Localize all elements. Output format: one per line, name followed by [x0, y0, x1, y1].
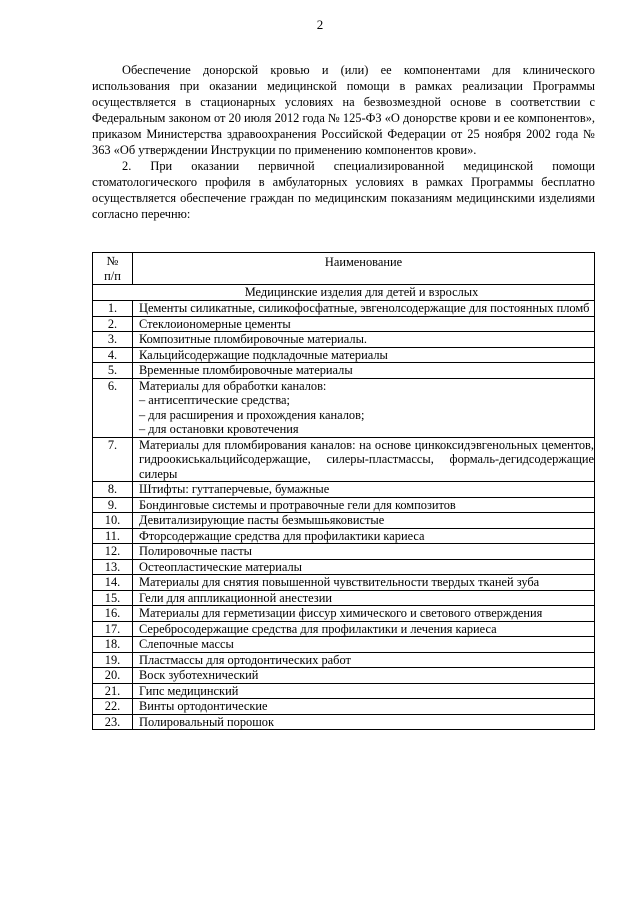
row-item-name: Временные пломбировочные материалы	[133, 363, 595, 379]
row-item-name: Фторсодержащие средства для профилактики кариеса	[133, 528, 595, 544]
row-item-name: Кальцийсодержащие подкладочные материалы	[133, 347, 595, 363]
row-item-name: Бондинговые системы и протравочные гели для композитов	[133, 497, 595, 513]
row-number: 14.	[93, 575, 133, 591]
row-number: 3.	[93, 332, 133, 348]
table-row	[93, 699, 595, 715]
row-item-name: Материалы для пломбирования каналов: на основе цинкоксидэвгенольных цементов, гидроокиськальцийсодержащие, силеры-пластмассы, формаль-дегидсодержащие силеры	[133, 437, 595, 482]
table-row	[93, 590, 595, 606]
row-number: 22.	[93, 699, 133, 715]
column-header-number: № п/п	[93, 253, 133, 285]
row-number: 12.	[93, 544, 133, 560]
table-row	[93, 652, 595, 668]
section-row	[93, 285, 595, 301]
row-number: 10.	[93, 513, 133, 529]
row-number: 16.	[93, 606, 133, 622]
row-item-name: Остеопластические материалы	[133, 559, 595, 575]
paragraph-dental-care: 2. При оказании первичной специализированной медицинской помощи стоматологического профиля в амбулаторных условиях в рамках Программы бесплатно осуществляется обеспечение граждан по медицинским показаниям медицинскими изделиями согласно перечню:	[92, 159, 595, 221]
table-row	[93, 683, 595, 699]
row-number: 2.	[93, 316, 133, 332]
table-row	[93, 300, 595, 316]
table-row	[93, 316, 595, 332]
table-body	[93, 285, 595, 730]
row-number: 23.	[93, 714, 133, 730]
row-item-name: Материалы для снятия повышенной чувствительности твердых тканей зуба	[133, 575, 595, 591]
table-row	[93, 332, 595, 348]
table-row	[93, 513, 595, 529]
row-item-name: Материалы для герметизации фиссур химического и светового отверждения	[133, 606, 595, 622]
row-number: 18.	[93, 637, 133, 653]
table-row	[93, 363, 595, 379]
body-text	[92, 62, 595, 222]
row-number: 8.	[93, 482, 133, 498]
table-row	[93, 714, 595, 730]
table-row	[93, 482, 595, 498]
page-number: 2	[316, 17, 324, 32]
row-number: 17.	[93, 621, 133, 637]
table-row	[93, 637, 595, 653]
row-item-name: Композитные пломбировочные материалы.	[133, 332, 595, 348]
row-item-name: Винты ортодонтические	[133, 699, 595, 715]
row-number: 13.	[93, 559, 133, 575]
section-title: Медицинские изделия для детей и взрослых	[93, 285, 595, 301]
row-number: 6.	[93, 378, 133, 437]
row-number: 15.	[93, 590, 133, 606]
row-item-name: Девитализирующие пасты безмышьяковистые	[133, 513, 595, 529]
row-number: 19.	[93, 652, 133, 668]
table-header-row	[93, 253, 595, 285]
row-item-name: Материалы для обработки каналов: – антисептические средства; – для расширения и прохождения каналов; – для остановки кровотечения	[133, 378, 595, 437]
row-item-name: Пластмассы для ортодонтических работ	[133, 652, 595, 668]
row-number: 11.	[93, 528, 133, 544]
row-item-name: Полировальный порошок	[133, 714, 595, 730]
row-number: 7.	[93, 437, 133, 482]
row-number: 20.	[93, 668, 133, 684]
table-row	[93, 575, 595, 591]
row-item-name: Слепочные массы	[133, 637, 595, 653]
table-row	[93, 437, 595, 482]
row-item-name: Полировочные пасты	[133, 544, 595, 560]
medical-devices-table	[92, 252, 595, 730]
row-item-name: Цементы силикатные, силикофосфатные, эвгенолсодержащие для постоянных пломб	[133, 300, 595, 316]
row-item-name: Стеклоиономерные цементы	[133, 316, 595, 332]
row-number: 1.	[93, 300, 133, 316]
table-row	[93, 347, 595, 363]
row-number: 4.	[93, 347, 133, 363]
row-item-name: Серебросодержащие средства для профилактики и лечения кариеса	[133, 621, 595, 637]
row-item-name: Штифты: гуттаперчевые, бумажные	[133, 482, 595, 498]
table-row	[93, 528, 595, 544]
row-number: 5.	[93, 363, 133, 379]
paragraph-blood-supply: Обеспечение донорской кровью и (или) ее компонентами для клинического использования при оказании медицинской помощи в рамках реализации Программы осуществляется в стационарных условиях на безвозмездной основе в соответствии с Федеральным законом от 20 июля 2012 года № 125-ФЗ «О донорстве крови и ее компонентов», приказом Министерства здравоохранения Российской Федерации от 25 ноября 2002 года № 363 «Об утверждении Инструкции по применению компонентов крови».	[92, 63, 595, 157]
table-row	[93, 497, 595, 513]
column-header-name: Наименование	[133, 253, 595, 285]
row-number: 9.	[93, 497, 133, 513]
row-number: 21.	[93, 683, 133, 699]
row-item-name: Воск зуботехнический	[133, 668, 595, 684]
table-row	[93, 544, 595, 560]
table-row	[93, 606, 595, 622]
table-row	[93, 559, 595, 575]
table-row	[93, 621, 595, 637]
table-row	[93, 378, 595, 437]
row-item-name: Гели для аппликационной анестезии	[133, 590, 595, 606]
table-row	[93, 668, 595, 684]
row-item-name: Гипс медицинский	[133, 683, 595, 699]
